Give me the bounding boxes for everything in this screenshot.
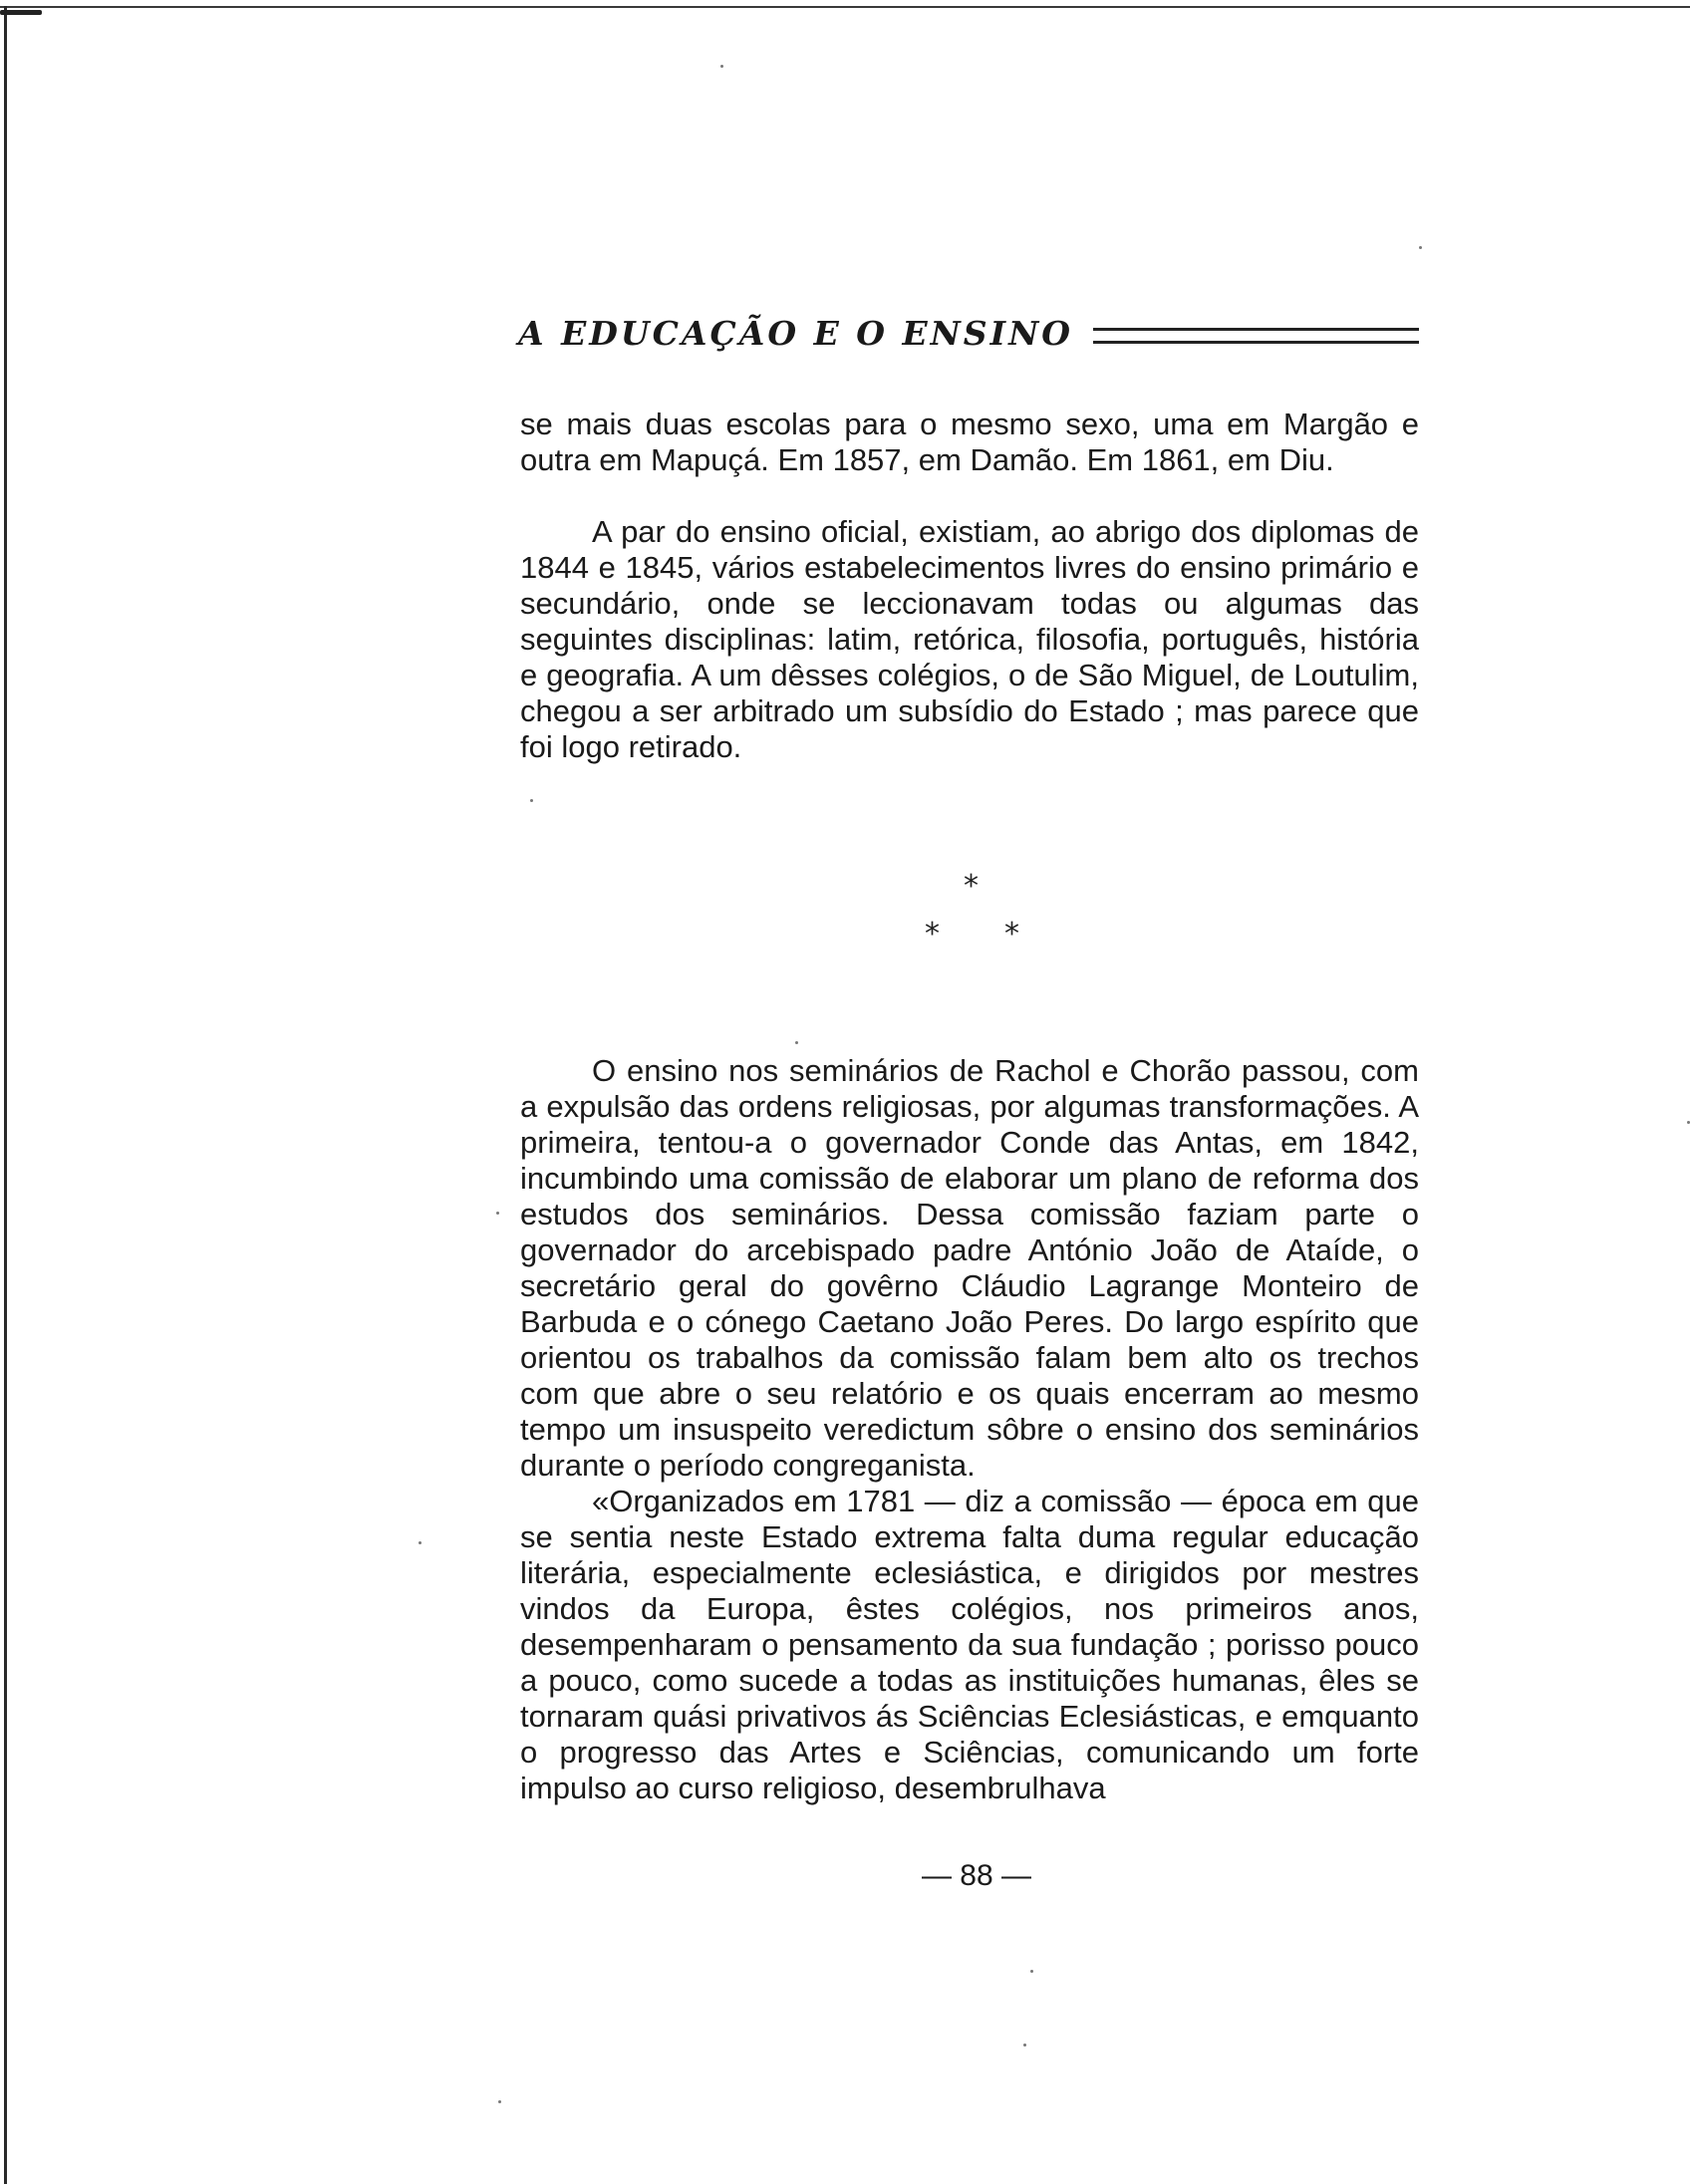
paragraph-3: O ensino nos seminários de Rachol e Chorão passou, com a expulsão das ordens religiosas, por algumas transformações. A primeira, tentou-a o governador Conde das Antas, em 1842, incumbindo uma comissão de elaborar um plano de reforma dos estudos dos seminários. Dessa comissão faziam parte o governador do arcebispado padre António João de Ataíde, o secretário geral do govêrno Cláudio Lagrange Monteiro de Barbuda e o cónego Caetano João Peres. Do largo espírito que orientou os trabalhos da comissão falam bem alto os trechos com que abre o seu relatório e os quais encerram ao mesmo tempo um insuspeito veredictum sôbre o ensino dos seminários durante o período congreganista. [520,1053,1419,1483]
paragraph-continuation [520,407,1419,478]
page-border-top [0,6,1690,8]
page-border-left [4,6,7,2184]
paragraph-4: «Organizados em 1781 — diz a comissão — época em que se sentia neste Estado extrema falta duma regular educação literária, especialmente eclesiástica, e dirigidos por mestres vindos da Europa, êstes colégios, nos primeiros anos, desempenharam o pensamento da sua fundação ; porisso pouco a pouco, como sucede a todas as instituições humanas, êles se tornaram quási privativos ás Sciências Eclesiásticas, e emquanto o progresso das Artes e Sciências, comunicando um forte impulso ao curso religioso, desembrulhava [520,1484,1419,1805]
running-title: A EDUCAÇÃO E O ENSINO [518,313,1073,353]
page-number: — 88 — [921,1859,1032,1892]
paragraph-block-2 [520,514,1419,765]
scan-speck [498,2100,501,2103]
asterism-star-left: * [925,917,940,952]
scan-speck [1419,246,1422,249]
paragraph-1: se mais duas escolas para o mesmo sexo, uma em Margão e outra em Mapuçá. Em 1857, em Damão. Em 1861, em Diu. [520,407,1419,477]
asterism-star-top: * [964,869,979,904]
scan-speck [720,65,723,68]
scan-speck [496,1212,499,1215]
paragraph-2: A par do ensino oficial, existiam, ao abrigo dos diplomas de 1844 e 1845, vários estabelecimentos livres do ensino primário e secundário, onde se leccionavam todas ou algumas das seguintes disciplinas: latim, retórica, filosofia, português, história e geografia. A um dêsses colégios, o de São Miguel, de Loutulim, chegou a ser arbitrado um subsídio do Estado ; mas parece que foi logo retirado. [520,514,1419,764]
scan-speck [1023,2044,1026,2047]
asterism-star-right: * [1004,917,1019,952]
running-header [518,309,1419,357]
corner-mark [0,10,42,15]
scan-speck [1030,1970,1033,1973]
header-double-rule [1093,328,1419,344]
scan-speck [530,799,533,802]
scan-speck [795,1041,798,1044]
paragraph-block-3 [520,1053,1419,1806]
section-asterism [897,869,1056,958]
scan-speck [419,1541,422,1544]
